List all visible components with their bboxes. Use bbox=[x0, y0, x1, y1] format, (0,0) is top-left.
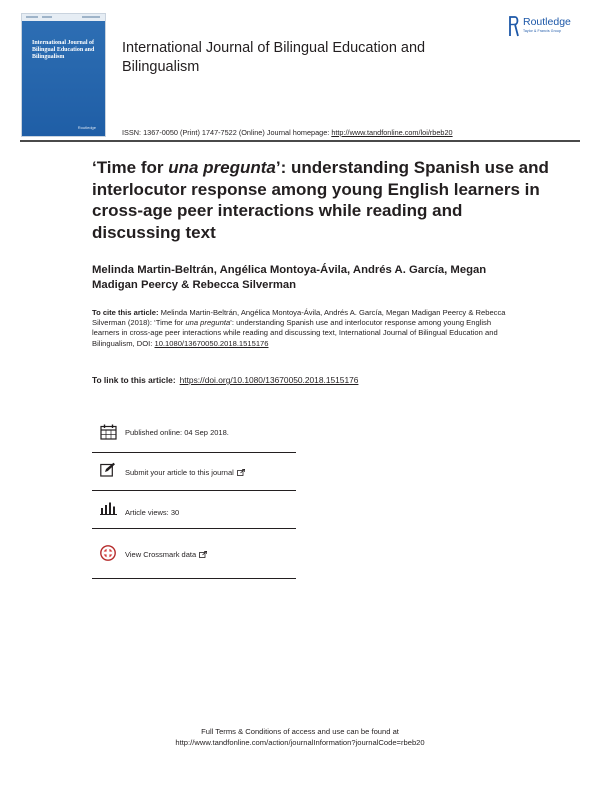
publisher-name: Routledge bbox=[523, 16, 571, 28]
info-row-views bbox=[92, 490, 296, 529]
footer-terms-text: Full Terms & Conditions of access and use can be found at bbox=[201, 727, 399, 736]
journal-name: International Journal of Bilingual Education and Bilingualism bbox=[122, 40, 426, 75]
publisher-logo[interactable] bbox=[507, 14, 589, 38]
footer-terms-link[interactable]: http://www.tandfonline.com/action/journalInformation?journalCode=rbeb20 bbox=[175, 738, 425, 747]
article-doi-link[interactable]: https://doi.org/10.1080/13670050.2018.1515176 bbox=[179, 375, 359, 385]
crossmark-icon bbox=[100, 545, 116, 561]
issn-text: ISSN: 1367-0050 (Print) 1747-7522 (Online) Journal homepage: bbox=[122, 128, 332, 137]
citation-label: To cite this article: bbox=[92, 308, 159, 317]
article-authors: Melinda Martin-Beltrán, Angélica Montoya-Ávila, Andrés A. García, Megan Madigan Peercy & Rebecca Silverman bbox=[92, 264, 487, 291]
title-part: ‘Time for bbox=[92, 158, 169, 177]
publisher-tagline: Taylor & Francis Group bbox=[523, 29, 561, 33]
citation-doi-link[interactable]: 10.1080/13670050.2018.1515176 bbox=[154, 338, 269, 348]
footer bbox=[0, 726, 600, 748]
submit-edit-icon bbox=[100, 462, 116, 477]
journal-cover-image bbox=[22, 14, 105, 136]
calendar-icon bbox=[100, 424, 117, 440]
info-row-published bbox=[92, 420, 296, 453]
crossmark-label: View Crossmark data bbox=[125, 550, 197, 559]
info-row-submit[interactable] bbox=[92, 452, 296, 491]
external-link-icon bbox=[237, 469, 245, 476]
routledge-logo-icon bbox=[509, 15, 519, 37]
title-italic: una pregunta bbox=[168, 158, 276, 177]
bar-chart-icon bbox=[100, 502, 117, 515]
citation-italic: una pregunta bbox=[185, 318, 231, 328]
article-views: Article views: 30 bbox=[125, 508, 180, 517]
issn-line bbox=[122, 128, 453, 137]
title-part: ’: understanding Spanish use and interlocutor response among young English learners in cross-age peer interactions while reading and discussing text bbox=[92, 158, 549, 242]
external-link-icon bbox=[199, 551, 207, 558]
citation-text: ’: understanding Spanish use and interlocutor response among young English learners in cross-age peer interactions while reading and discussing text, International Journal of Bilingual Education and Bilingualism, DOI: bbox=[92, 318, 498, 348]
link-label: To link to this article: bbox=[92, 375, 176, 385]
header-divider bbox=[20, 140, 580, 142]
cover-title: International Journal of Bilingual Education and Bilingualism bbox=[32, 40, 95, 60]
cover-logo: Routledge bbox=[77, 125, 96, 130]
citation-block bbox=[92, 308, 512, 349]
submit-article-label: Submit your article to this journal bbox=[125, 468, 234, 477]
journal-homepage-link[interactable]: http://www.tandfonline.com/loi/rbeb20 bbox=[331, 128, 453, 137]
info-row-crossmark[interactable] bbox=[92, 528, 296, 579]
link-line bbox=[92, 375, 358, 385]
cover-top-band bbox=[22, 14, 105, 21]
published-date: Published online: 04 Sep 2018. bbox=[125, 428, 229, 437]
crossmark-link[interactable] bbox=[125, 550, 207, 559]
article-title bbox=[92, 157, 552, 243]
submit-article-link[interactable] bbox=[125, 468, 245, 477]
citation-text: Melinda Martin-Beltrán, Angélica Montoya-Ávila, Andrés A. García, Megan Madigan Peercy & Rebecca Silverman (2018): ‘Time for bbox=[92, 308, 506, 328]
